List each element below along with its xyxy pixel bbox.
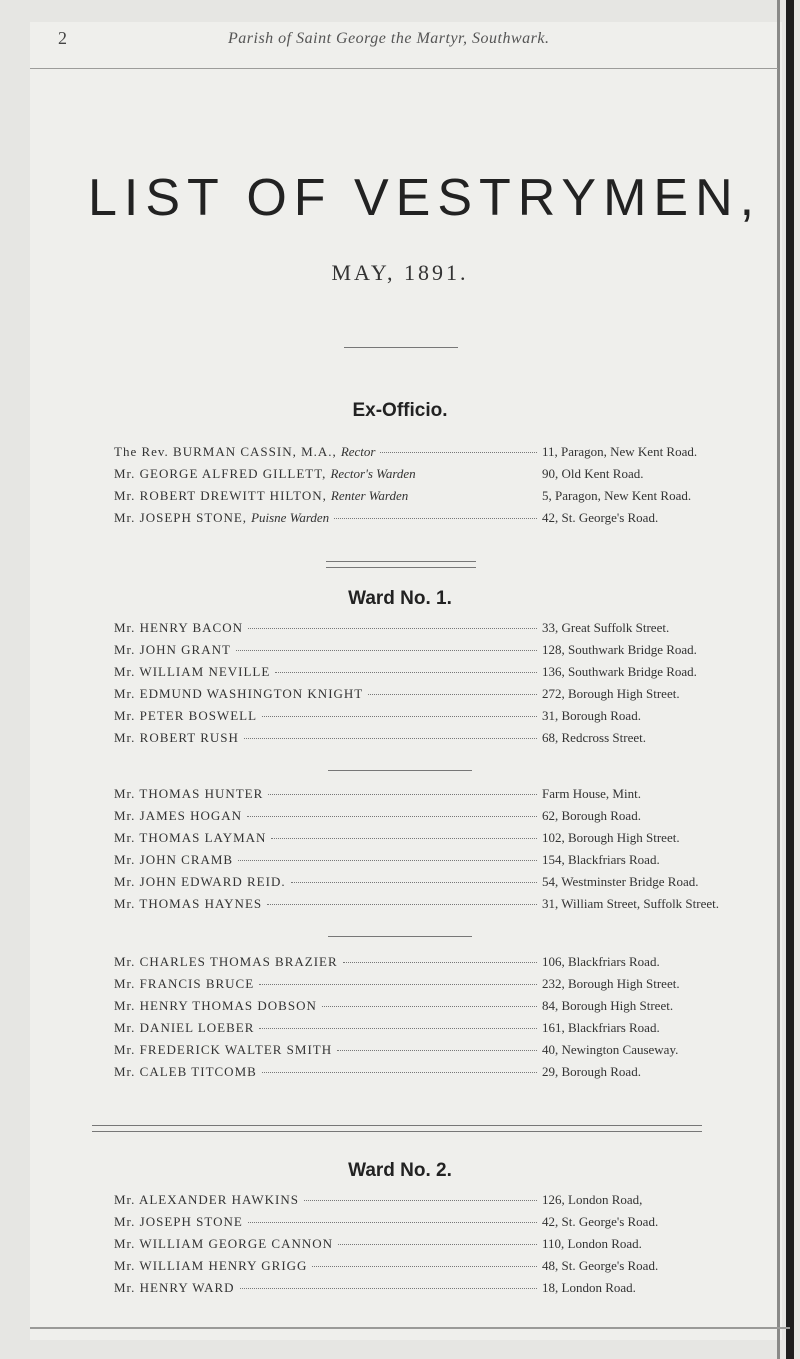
- member-name: Mr. HENRY BACON: [114, 620, 244, 635]
- member-name: Mr. GEORGE ALFRED GILLETT,: [114, 466, 327, 481]
- member-name: Mr. JOHN GRANT: [114, 642, 231, 657]
- dot-leader: [236, 650, 537, 651]
- document-date: MAY, 1891.: [331, 260, 469, 285]
- dot-leader: [247, 816, 537, 817]
- member-role: Rector's Warden: [330, 466, 416, 481]
- member-address: 272, Borough High Street.: [542, 686, 680, 701]
- member-address: 33, Great Suffolk Street.: [542, 620, 670, 635]
- list-item: [114, 488, 774, 510]
- dot-leader: [262, 716, 537, 717]
- section-heading-ward-1: Ward No. 1.: [348, 588, 452, 609]
- member-address: 102, Borough High Street.: [542, 830, 680, 845]
- member-address: 31, William Street, Suffolk Street.: [542, 896, 720, 911]
- member-address: 84, Borough High Street.: [542, 998, 674, 1013]
- member-address: Farm House, Mint.: [542, 786, 641, 801]
- member-address: 31, Borough Road.: [542, 708, 641, 723]
- member-name: Mr. THOMAS HAYNES: [114, 896, 263, 911]
- dot-leader: [268, 794, 537, 795]
- dot-leader: [267, 904, 537, 905]
- list-item: [114, 874, 774, 896]
- dot-leader: [334, 518, 537, 519]
- member-address: 126, London Road,: [542, 1192, 643, 1207]
- section-heading-ward-2: Ward No. 2.: [348, 1160, 452, 1181]
- list-item: [114, 1020, 774, 1042]
- list-item: [114, 466, 774, 488]
- list-item: [114, 642, 774, 664]
- double-divider: [326, 561, 476, 568]
- list-item: [114, 1258, 774, 1280]
- member-name: Mr. CHARLES THOMAS BRAZIER: [114, 954, 338, 969]
- member-role: Renter Warden: [330, 488, 409, 503]
- double-divider: [92, 1125, 702, 1132]
- dot-leader: [262, 1072, 537, 1073]
- dot-leader: [304, 1200, 537, 1201]
- list-item: [114, 1280, 774, 1302]
- dot-leader: [248, 1222, 537, 1223]
- member-address: 54, Westminster Bridge Road.: [542, 874, 699, 889]
- member-address: 90, Old Kent Road.: [542, 466, 644, 481]
- member-address: 11, Paragon, New Kent Road.: [542, 444, 698, 459]
- member-address: 18, London Road.: [542, 1280, 636, 1295]
- member-role: Rector: [340, 444, 376, 459]
- member-address: 161, Blackfriars Road.: [542, 1020, 660, 1035]
- dot-leader: [380, 452, 537, 453]
- running-title: Parish of Saint George the Martyr, Southwark.: [228, 30, 550, 47]
- divider: [328, 936, 472, 937]
- member-name: Mr. HENRY THOMAS DOBSON: [114, 998, 317, 1013]
- dot-leader: [244, 738, 537, 739]
- list-item: [114, 1042, 774, 1064]
- list-item: [114, 510, 774, 532]
- list-item: [114, 808, 774, 830]
- member-address: 106, Blackfriars Road.: [542, 954, 660, 969]
- dot-leader: [259, 1028, 537, 1029]
- list-item: [114, 896, 774, 918]
- list-item: [114, 1064, 774, 1086]
- list-item: [114, 444, 774, 466]
- member-name: Mr. JOHN EDWARD REID.: [114, 874, 286, 889]
- member-address: 5, Paragon, New Kent Road.: [542, 488, 692, 503]
- member-name: Mr. THOMAS LAYMAN: [114, 830, 267, 845]
- member-address: 110, London Road.: [542, 1236, 642, 1251]
- member-address: 40, Newington Causeway.: [542, 1042, 679, 1057]
- member-address: 48, St. George's Road.: [542, 1258, 659, 1273]
- member-address: 42, St. George's Road.: [542, 510, 659, 525]
- member-address: 128, Southwark Bridge Road.: [542, 642, 697, 657]
- member-name: Mr. WILLIAM GEORGE CANNON: [114, 1236, 334, 1251]
- dot-leader: [238, 860, 537, 861]
- list-item: [114, 708, 774, 730]
- section-heading-ex-officio: Ex-Officio.: [352, 400, 448, 421]
- dot-leader: [275, 672, 537, 673]
- list-item: [114, 954, 774, 976]
- dot-leader: [291, 882, 537, 883]
- list-item: [114, 852, 774, 874]
- list-item: [114, 1192, 774, 1214]
- dot-leader: [259, 984, 537, 985]
- member-address: 62, Borough Road.: [542, 808, 641, 823]
- dot-leader: [248, 628, 537, 629]
- dot-leader: [312, 1266, 537, 1267]
- list-item: [114, 1236, 774, 1258]
- divider: [344, 347, 458, 348]
- list-item: [114, 786, 774, 808]
- member-name: Mr. ALEXANDER HAWKINS: [114, 1192, 299, 1207]
- member-name: Mr. HENRY WARD: [114, 1280, 235, 1295]
- member-address: 42, St. George's Road.: [542, 1214, 659, 1229]
- member-address: 232, Borough High Street.: [542, 976, 680, 991]
- member-name: Mr. EDMUND WASHINGTON KNIGHT: [114, 686, 364, 701]
- list-item: [114, 730, 774, 752]
- divider: [328, 770, 472, 771]
- member-address: 29, Borough Road.: [542, 1064, 641, 1079]
- member-role: Puisne Warden: [251, 510, 330, 525]
- dot-leader: [343, 962, 537, 963]
- member-name: Mr. JAMES HOGAN: [114, 808, 243, 823]
- member-name: Mr. ROBERT RUSH: [114, 730, 239, 745]
- dot-leader: [421, 474, 537, 475]
- list-item: [114, 976, 774, 998]
- dot-leader: [240, 1288, 537, 1289]
- member-name: Mr. JOSEPH STONE: [114, 1214, 243, 1229]
- member-address: 68, Redcross Street.: [542, 730, 646, 745]
- dot-leader: [322, 1006, 537, 1007]
- dot-leader: [271, 838, 537, 839]
- member-name: Mr. ROBERT DREWITT HILTON,: [114, 488, 327, 503]
- member-name: Mr. WILLIAM HENRY GRIGG: [114, 1258, 308, 1273]
- list-item: [114, 998, 774, 1020]
- member-name: Mr. JOSEPH STONE,: [114, 510, 248, 525]
- member-name: Mr. PETER BOSWELL: [114, 708, 258, 723]
- member-address: 136, Southwark Bridge Road.: [542, 664, 697, 679]
- dot-leader: [413, 496, 537, 497]
- member-name: Mr. CALEB TITCOMB: [114, 1064, 257, 1079]
- member-name: Mr. WILLIAM NEVILLE: [114, 664, 271, 679]
- running-head: [0, 28, 800, 52]
- list-item: [114, 664, 774, 686]
- list-item: [114, 830, 774, 852]
- list-item: [114, 1214, 774, 1236]
- page-number: 2: [58, 28, 67, 48]
- member-name: Mr. FRANCIS BRUCE: [114, 976, 255, 991]
- document-title: LIST OF VESTRYMEN,: [88, 169, 762, 227]
- header-rule: [30, 68, 778, 69]
- page-bottom-edge: [30, 1327, 790, 1329]
- member-name: Mr. THOMAS HUNTER: [114, 786, 264, 801]
- dot-leader: [337, 1050, 537, 1051]
- member-name: The Rev. BURMAN CASSIN, M.A.,: [114, 444, 337, 459]
- dot-leader: [338, 1244, 537, 1245]
- dot-leader: [368, 694, 537, 695]
- list-item: [114, 620, 774, 642]
- member-name: Mr. JOHN CRAMB: [114, 852, 234, 867]
- list-item: [114, 686, 774, 708]
- member-address: 154, Blackfriars Road.: [542, 852, 660, 867]
- member-name: Mr. FREDERICK WALTER SMITH: [114, 1042, 333, 1057]
- member-name: Mr. DANIEL LOEBER: [114, 1020, 255, 1035]
